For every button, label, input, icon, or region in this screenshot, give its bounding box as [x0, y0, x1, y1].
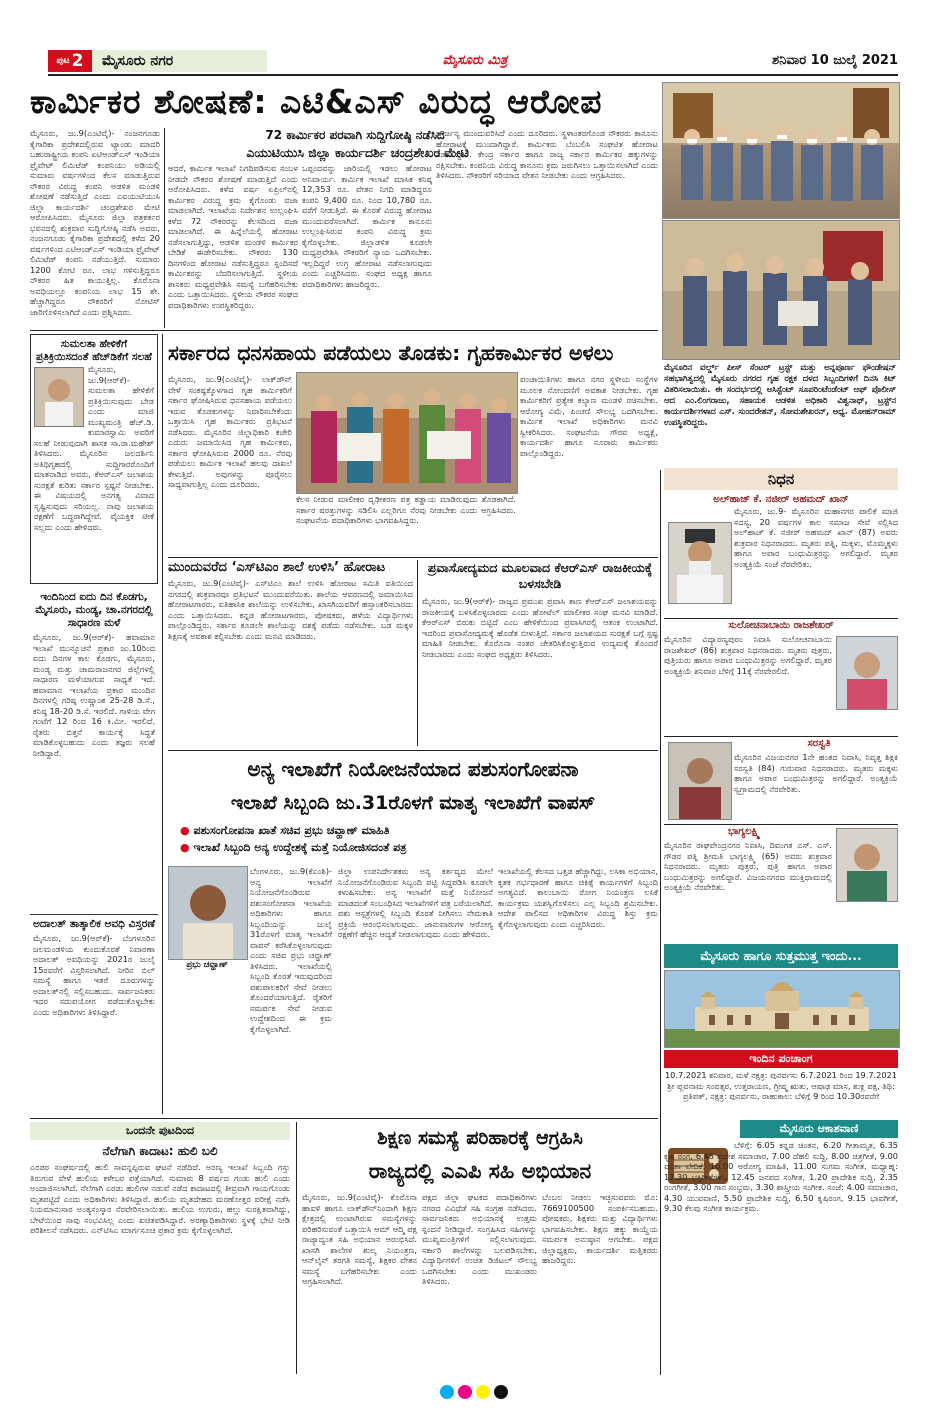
obituary-portrait-illustration — [837, 829, 897, 901]
section-rule — [664, 824, 898, 825]
obituary-body-1: ಮೈಸೂರು, ಜು.9- ಮೈಸೂರಿನ ಮಹಾನಗರ ಪಾಲಿಕೆ ಮಾಜಿ ಸದಸ್ಯ, 20 ವರ್ಷಗಳ ಕಾಲ ಸಮಾಜ ಸೇವೆ ಸಲ್ಲಿಸಿದ ಅಲ್‌ಹಾಜ್ ಕೆ. ನಜೀರ್ ಅಹಮದ್ ಖಾನ್ (87) ಅವರು ಶುಕ್ರವಾರ ನಿಧನರಾದರು. ಮೃತರು ಪತ್ನಿ, ಮಕ್ಕಳು, ಮೊಮ್ಮಕ್ಕಳು ಹಾಗೂ ಅಪಾರ ಬಂಧುಮಿತ್ರರನ್ನು ಅಗಲಿದ್ದಾರೆ. ಮೃತರ ಅಂತ್ಯಕ್ರಿಯೆ ಸಂಜೆ ನೆರವೇರಿತು. — [734, 506, 898, 569]
education-col-1: ಮೈಸೂರು, ಜು.9(ಎಂಟಿವೈ)- ಕೊರೊನಾ ಹಾವಳಿ ಹಾಗೂ ಲಾಕ್‌ಡೌನ್‌ನಿಂದಾಗಿ ಶಿಕ್ಷಣ ಕ್ಷೇತ್ರದಲ್ಲಿ ಉಂಟಾಗಿರುವ ಸಮಸ್ಯೆಗಳನ್ನು ಪರಿಹರಿಸುವಂತೆ ಒತ್ತಾಯಿಸಿ ಆಮ್ ಆದ್ಮಿ ಪಕ್ಷ ರಾಜ್ಯಾದ್ಯಂತ ಸಹಿ ಅಭಿಯಾನ ಆರಂಭಿಸಿದೆ. ಖಾಸಗಿ ಶಾಲೆಗಳ ಶುಲ್ಕ ನಿಯಂತ್ರಣ, ಆನ್‌ಲೈನ್ ತರಗತಿ ಸಮಸ್ಯೆ, ಶಿಕ್ಷಕರ ವೇತನ ಸಮಸ್ಯೆ ಬಗೆಹರಿಸಬೇಕು ಎಂದು ಆಗ್ರಹಿಸಲಾಗಿದೆ. — [302, 1192, 417, 1286]
registration-mark — [440, 1385, 454, 1399]
obituary-name-3: ಸರಸ್ವತಿ — [807, 738, 831, 749]
lead-subhead-2: ಎಯುಟಿಯುಸಿ ಜಿಲ್ಲಾ ಕಾರ್ಯದರ್ಶಿ ಚಂದ್ರಶೇಖರ ಮೇಟಿ — [246, 145, 469, 160]
vet-body-3: ಇಲಾಖೆಯಲ್ಲಿ ಕೆಲಸದ ಒತ್ತಡ ಹೆಚ್ಚಾಗಿದ್ದು, ಲಸಿಕಾ ಅಭಿಯಾನ, ಕೃತಕ ಗರ್ಭಧಾರಣೆ ಹಾಗೂ ಚಿಕಿತ್ಸೆ ಕಾರ್ಯಗಳಿಗೆ ಸಿಬ್ಬಂದಿ ಅಗತ್ಯವಿದೆ. ಕಾಲುಬಾಯಿ ರೋಗ ನಿಯಂತ್ರಣ ಲಸಿಕೆ ಕಾರ್ಯಕ್ರಮ ಯಶಸ್ವಿಗೊಳಿಸಲು ಎಲ್ಲ ಸಿಬ್ಬಂದಿ ಶ್ರಮಿಸಬೇಕು. ಆದೇಶ ಪಾಲಿಸದ ಅಧಿಕಾರಿಗಳ ವಿರುದ್ಧ ಶಿಸ್ತು ಕ್ರಮ ಕೈಗೊಳ್ಳಲಾಗುವುದು ಎಂದು ಎಚ್ಚರಿಸಿದರು. — [498, 866, 658, 929]
column-rule — [417, 560, 418, 746]
protest-photo — [296, 372, 518, 494]
section-rule — [664, 618, 898, 619]
column-rule — [164, 128, 165, 328]
continued-banner: ಒಂದನೇ ಪುಟದಿಂದ — [30, 1122, 290, 1140]
radio-title: ಮೈಸೂರು ಆಕಾಶವಾಣಿ — [740, 1120, 898, 1138]
photo-right-caption: ಮೈಸೂರಿನ ವರ್ಲ್ಡ್ ಪೀಸ್ ಸೆಂಟರ್ ಟ್ರಸ್ಟ್ ಮತ್ತು ಅನ್ನಪೂರ್ಣ ಫೌಂಡೇಷನ್ ಸಹಭಾಗಿತ್ವದಲ್ಲಿ ಮೈಸೂರು ನಗರದ ಗೃಹ ರಕ್ಷಕ ದಳದ ಸಿಬ್ಬಂದಿಗಳಿಗೆ ದಿನಸಿ ಕಿಟ್ ವಿತರಿಸಲಾಯಿತು. ಈ ಸಂದರ್ಭದಲ್ಲಿ ಅಸಿಸ್ಟೆಂಟ್ ಸೂಪರಿಂಟೆಂಡೆಂಟ್ ಆಫ್ ಪೊಲೀಸ್ ಆದ ಎಂ.ಲಿಂಗರಾಜು, ಸಹಾಯಕ ಆಡಳಿತ ಅಧಿಕಾರಿ ವಿಶ್ವನಾಥ್, ಟ್ರಸ್ಟ್‌ನ ಕಾರ್ಯದರ್ಶಿಗಳಾದ ಎಸ್. ಸುಂದರೇಶನ್, ಸೋಮಶೇಖರನ್, ಅಧ್ಯ. ಮೋಹನ್‌ರಾಮ್ ಉಪಸ್ಥಿತರಿದ್ದರು. — [664, 362, 896, 427]
column-rule — [296, 1122, 297, 1374]
lead-headline: ಕಾರ್ಮಿಕರ ಶೋಷಣೆ: ಎಟಿ&ಎಸ್ ವಿರುದ್ಧ ಆರೋಪ — [30, 82, 603, 121]
education-headline-2: ರಾಜ್ಯದಲ್ಲಿ ಎಎಪಿ ಸಹಿ ಅಭಿಯಾನ — [368, 1159, 592, 1183]
group-photo-illustration — [663, 83, 899, 218]
sumalatha-title: ಸುಮಲತಾ ಹೇಳಿಕೆಗೆ ಪ್ರತಿಕ್ರಿಯಿಸದಂತೆ ಹೆಚ್‌ಡಿಕೆಗೆ ಸಲಹೆ — [36, 338, 152, 363]
obituary-body-2: ಮೈಸೂರಿನ ವಿದ್ಯಾರಣ್ಯಪುರಂ ನಿವಾಸಿ ಸುಲೋಚನಾಬಾಯಿ ರಾಜಶೇಖರ್ (86) ಶುಕ್ರವಾರ ನಿಧನರಾದರು. ಮೃತರು ಪುತ್ರರು, ಪುತ್ರಿಯರು ಹಾಗೂ ಅಪಾರ ಬಂಧುಮಿತ್ರರನ್ನು ಅಗಲಿದ್ದಾರೆ. ಮೃತರ ಅಂತ್ಯಕ್ರಿಯೆ ಶನಿವಾರ ಬೆಳಿಗ್ಗೆ 11ಕ್ಕೆ ನೆರವೇರಲಿದೆ. — [664, 634, 832, 676]
tiger-body: ಎರಡರ ಸಂಘರ್ಷದಲ್ಲಿ ಹುಲಿ ಸಾವನ್ನಪ್ಪಿರುವ ಘಟನೆ ನಡೆದಿದೆ. ಅರಣ್ಯ ಇಲಾಖೆ ಸಿಬ್ಬಂದಿ ಗಸ್ತು ತಿರುಗುವ ವೇಳೆ ಹುಲಿಯ ಕಳೇಬರ ಪತ್ತೆಯಾಗಿದೆ. ಸುಮಾರು 8 ವರ್ಷದ ಗಂಡು ಹುಲಿ ಎಂದು ಅಂದಾಜಿಸಲಾಗಿದೆ. ನೆಲೆಗಾಗಿ ಎರಡು ಹುಲಿಗಳ ನಡುವೆ ನಡೆದ ಕಾದಾಟದಲ್ಲಿ ತೀವ್ರವಾಗಿ ಗಾಯಗೊಂಡು ಮೃತಪಟ್ಟಿದೆ ಎಂದು ಅಧಿಕಾರಿಗಳು ತಿಳಿಸಿದ್ದಾರೆ. ಹುಲಿಯ ಮೃತದೇಹದ ಮರಣೋತ್ತರ ಪರೀಕ್ಷೆ ನಡೆಸಿ ನಿಯಮಾನುಸಾರ ಅಂತ್ಯಸಂಸ್ಕಾರ ನೆರವೇರಿಸಲಾಯಿತು. ಹುಲಿಯ ಉಗುರು, ಹಲ್ಲು ಸುರಕ್ಷಿತವಾಗಿದ್ದು, ಬೇಟೆಯಿಂದ ಸಾವು ಸಂಭವಿಸಿಲ್ಲ ಎಂದು ಖಚಿತಪಡಿಸಿದ್ದಾರೆ. ಅರಣ್ಯಾಧಿಕಾರಿಗಳು ಸ್ಥಳಕ್ಕೆ ಭೇಟಿ ನೀಡಿ ಪರಿಶೀಲನೆ ನಡೆಸಿದರು. ಎನ್‌ಟಿಸಿಎ ಮಾರ್ಗಸೂಚಿ ಪ್ರಕಾರ ಕ್ರಮ ಕೈಗೊಳ್ಳಲಾಗಿದೆ. — [30, 1162, 290, 1235]
portrait-illustration — [35, 368, 83, 426]
obituary-portrait-illustration — [669, 523, 731, 603]
protest-photo-illustration — [297, 373, 517, 493]
obituary-name-4: ಭಾಗ್ಯಲಕ್ಷ್ಮಿ — [727, 826, 761, 837]
atm-headline: ಮುಂದುವರೆದ ‘ಎಸ್‌ಟಿಎಂ ಶಾಲೆ ಉಳಿಸಿ’ ಹೋರಾಟ — [168, 560, 386, 575]
lead-column-3: ಒಪ್ಪಂದವನ್ನು ಜಾರಿಯಲ್ಲಿ ಇಡಲು ಹೋರಾಟ ಅನಿವಾರ್ಯ. ಕಾರ್ಮಿಕ ಇಲಾಖೆ ಮಾಸಿಕ ಕನಿಷ್ಠ 12,353 ರೂ. ವೇತನ ನಿಗದಿ ಮಾಡಿದ್ದರೂ ಕಂಪನಿ 9,400 ರೂ. ನಿಂದ 10,780 ರೂ. ವರೆಗೆ ನೀಡುತ್ತಿದೆ. ಈ ಕೊರತೆ ವಿರುದ್ಧ ಹೋರಾಟ ಮುಂದುವರೆಸಲಾಗಿದೆ. ಕಾರ್ಮಿಕ ಕಾನೂನು ಉಲ್ಲಂಘಿಸಿರುವ ಕಂಪನಿ ವಿರುದ್ಧ ಕ್ರಮ ಕೈಗೊಳ್ಳಬೇಕು. ಜಿಲ್ಲಾಡಳಿತ ಕೂಡಲೇ ಮಧ್ಯಪ್ರವೇಶಿಸಿ ನೌಕರರಿಗೆ ನ್ಯಾಯ ಒದಗಿಸಬೇಕು. ಇಲ್ಲದಿದ್ದರೆ ಉಗ್ರ ಹೋರಾಟ ನಡೆಸಲಾಗುವುದು ಎಂದು ಎಚ್ಚರಿಸಿದರು. ಸಂಘದ ಅಧ್ಯಕ್ಷ ಹಾಗೂ ಪದಾಧಿಕಾರಿಗಳು ಹಾಜರಿದ್ದರು. — [302, 163, 432, 289]
vet-headline-2: ಇಲಾಖೆ ಸಿಬ್ಬಂದಿ ಜು.31ರೊಳಗೆ ಮಾತೃ ಇಲಾಖೆಗೆ ವಾಪಸ್ — [230, 792, 596, 814]
krs-headline: ಪ್ರವಾಸೋದ್ಯಮದ ಮೂಲವಾದ ಕೆಆರ್‌ಎಸ್ ರಾಜಕೀಯಕ್ಕೆ ಬಳಸಬೇಡಿ — [427, 560, 653, 591]
domestic-body-right: ಪಂಚಾಯಿತಿಗಳು ಹಾಗೂ ನಗರ ಸ್ಥಳೀಯ ಸಂಸ್ಥೆಗಳ ಮೂಲಕ ನೋಂದಣಿಗೆ ಅವಕಾಶ ನೀಡಬೇಕು. ಗೃಹ ಕಾರ್ಮಿಕರಿಗೆ ಪ್ರತ್ಯೇಕ ಕಲ್ಯಾಣ ಮಂಡಳಿ ರಚಿಸಬೇಕು. ಆರೋಗ್ಯ ವಿಮೆ, ಪಿಂಚಣಿ ಸೌಲಭ್ಯ ಒದಗಿಸಬೇಕು. ಕಾರ್ಮಿಕ ಇಲಾಖೆ ಅಧಿಕಾರಿಗಳು ಮನವಿ ಸ್ವೀಕರಿಸಿದರು. ಸಂಘಟನೆಯ ಗೌರವ ಅಧ್ಯಕ್ಷೆ, ಕಾರ್ಯದರ್ಶಿ ಹಾಗೂ ನೂರಾರು ಕಾರ್ಮಿಕರು ಪಾಲ್ಗೊಂಡಿದ್ದರು. — [520, 374, 658, 458]
obituary-photo-4 — [836, 828, 898, 902]
registration-mark — [494, 1385, 508, 1399]
distribution-photo-illustration — [663, 221, 899, 359]
lead-subhead-1: 72 ಕಾರ್ಮಿಕರ ಪರವಾಗಿ ಸುದ್ದಿಗೋಷ್ಠಿ ನಡೆಸಿದ — [265, 128, 445, 142]
page-number-box — [48, 50, 92, 72]
education-col-2: ಪಕ್ಷದ ಜಿಲ್ಲಾ ಘಟಕದ ಪದಾಧಿಕಾರಿಗಳು ನಗರದ ವಿವಿಧೆಡೆ ಸಹಿ ಸಂಗ್ರಹ ನಡೆಸಿದರು. ಸಾರ್ವಜನಿಕರು ಅಭಿಯಾನಕ್ಕೆ ಉತ್ತಮ ಸ್ಪಂದನೆ ನೀಡಿದ್ದಾರೆ. ಸಂಗ್ರಹಿಸಿದ ಸಹಿಗಳನ್ನು ಮುಖ್ಯಮಂತ್ರಿಗಳಿಗೆ ಸಲ್ಲಿಸಲಾಗುವುದು. ಸರ್ಕಾರಿ ಶಾಲೆಗಳನ್ನು ಬಲಪಡಿಸಬೇಕು, ವಿದ್ಯಾರ್ಥಿಗಳಿಗೆ ಉಚಿತ ಡಿಜಿಟಲ್ ಸೌಲಭ್ಯ ಒದಗಿಸಬೇಕು ಎಂದು ಮುಖಂಡರು ತಿಳಿಸಿದರು. — [422, 1192, 537, 1286]
panchanga-body: 10.7.2021 ಶನಿವಾರ, ಮಳೆ ನಕ್ಷತ್ರ: ಪುನರ್ವಸು 6.7.2021 ರಿಂದ 19.7.2021 ಶ್ರೀ ಪ್ಲವನಾಮ ಸಂವತ್ಸರ, ಉತ್ತರಾಯಣ, ಗ್ರೀಷ್ಮ ಋತು, ಆಷಾಢ ಮಾಸ, ಶುಕ್ಲ ಪಕ್ಷ, ತಿಥಿ: ಪ್ರತಿಪತ್, ನಕ್ಷತ್ರ: ಪುನರ್ವಸು, ರಾಹುಕಾಲ: ಬೆಳಿಗ್ಗೆ 9 ರಿಂದ 10.30ರವರೆಗೆ — [664, 1070, 898, 1101]
vet-body-1: ಬೆಂಗಳೂರು, ಜು.9(ಕೆಎಂಶಿ)- ಅನ್ಯ ಇಲಾಖೆಗೆ ನಿಯೋಜನೆಗೊಂಡಿರುವ ಪಶುಸಂಗೋಪನಾ ಇಲಾಖೆಯ ಅಧಿಕಾರಿಗಳು ಹಾಗೂ ಸಿಬ್ಬಂದಿಯನ್ನು ಜುಲೈ 31ರೊಳಗೆ ಮಾತೃ ಇಲಾಖೆಗೆ ವಾಪಸ್ ಕರೆಸಿಕೊಳ್ಳಲಾಗುವುದು ಎಂದು ಸಚಿವ ಪ್ರಭು ಚವ್ಹಾಣ್ ತಿಳಿಸಿದರು. ಇಲಾಖೆಯಲ್ಲಿ ಸಿಬ್ಬಂದಿ ಕೊರತೆ ಇರುವುದರಿಂದ ಪಶುಪಾಲಕರಿಗೆ ಸೇವೆ ನೀಡಲು ತೊಂದರೆಯಾಗುತ್ತಿದೆ. ರೈತರಿಗೆ ಸಮರ್ಪಕ ಸೇವೆ ನೀಡುವ ಉದ್ದೇಶದಿಂದ ಈ ಕ್ರಮ ಕೈಗೊಳ್ಳಲಾಗಿದೆ. — [250, 866, 332, 1034]
section-rule — [664, 736, 898, 737]
issue-date: ಶನಿವಾರ 10 ಜುಲೈ 2021 — [771, 53, 898, 68]
minister-photo-caption: ಪ್ರಭು ಚವ್ಹಾಣ್ — [186, 960, 228, 970]
obituary-portrait-illustration — [837, 637, 897, 709]
section-rule — [30, 330, 658, 331]
education-col-3: ಬೆಂಬಲ ನೀಡಲು ಇಚ್ಛಿಸುವವರು ಮೊ: 7669100500 ಸಂಪರ್ಕಿಸಬಹುದು. ಪೋಷಕರು, ಶಿಕ್ಷಕರು ಮತ್ತು ವಿದ್ಯಾರ್ಥಿಗಳು ಭಾಗವಹಿಸಬೇಕು. ಶಿಕ್ಷಣ ಹಕ್ಕು ಕಾಯ್ದೆಯ ಸಮರ್ಪಕ ಅನುಷ್ಠಾನ ಆಗಬೇಕು. ಪಕ್ಷದ ಜಿಲ್ಲಾಧ್ಯಕ್ಷರು, ಕಾರ್ಯದರ್ಶಿ ಮತ್ತಿತರರು ಹಾಜರಿದ್ದರು. — [542, 1192, 658, 1265]
lead-column-1: ಮೈಸೂರು, ಜು.9(ಎಂಟಿವೈ)- ನಂಜನಗೂಡು ಕೈಗಾರಿಕಾ ಪ್ರದೇಶದಲ್ಲಿರುವ ಟ್ಯಾಂಡು ಮಾದರಿ ಬಹುರಾಷ್ಟ್ರೀಯ ಕಂಪನಿ ಏಟಿಆಂಡ್‌ಎಸ್ ಇಂಡಿಯಾ ಪ್ರೈವೇಟ್ ಲಿಮಿಟೆಡ್ ಕಂಪನಿಯು ಅಡಿಯಲ್ಲಿ ಸುಮಾರು ವರ್ಷಗಳಿಂದ ಕೆಲಸ ಮಾಡುತ್ತಿರುವ ನೌಕರರ ವಿರುದ್ಧ ಕಂಪನಿ ಆಡಳಿತ ಮಂಡಳಿ ಶೋಷಣೆ ನಡೆಸುತ್ತಿದೆ ಎಂದು ಎಐಯುಟಿಯುಸಿ ಜಿಲ್ಲಾ ಕಾರ್ಯದರ್ಶಿ ಚಂದ್ರಶೇಖರ ಮೇಟಿ ಆರೋಪಿಸಿದರು. ಮೈಸೂರು ಜಿಲ್ಲಾ ಪತ್ರಕರ್ತರ ಭವನದಲ್ಲಿ ಶುಕ್ರವಾರ ಸುದ್ದಿಗೋಷ್ಠಿ ನಡೆಸಿ ಅವರು, ನಂಜನಗೂಡು ಕೈಗಾರಿಕಾ ಪ್ರದೇಶದಲ್ಲಿ ಕಳೆದ 20 ವರ್ಷಗಳಿಂದ ಎಟಿಆಂಡ್‌ಎಸ್ ಇಂಡಿಯಾ ಪ್ರೈವೇಟ್ ಲಿಮಿಟೆಡ್ ಕಂಪನಿ ನಡೆಯುತ್ತಿದೆ. ಸುಮಾರು 1200 ಕೋಟಿ ರೂ. ಲಾಭ ಗಳಿಸುತ್ತಿದ್ದರೂ ನೌಕರರ ಹಿತ ಕಾಯುತ್ತಿಲ್ಲ. ಕೊರೊನಾ ಅವಧಿಯಲ್ಲೂ ಕಂಪನಿಯ ಲಾಭ 15 ಶೇ. ಹೆಚ್ಚಾಗಿದ್ದರೂ ನೌಕರರಿಗೆ ನೋಟಿಸ್ ಜಾರಿಗೊಳಿಸಲಾಗಿದೆ ಎಂದು ಪ್ರಶ್ನಿಸಿದರು. — [30, 128, 160, 317]
radio-body: ಬೆಳಿಗ್ಗೆ: 6.05 ಕನ್ನಡ ಚಿಂತನ, 6.20 ಗೀತಾಮೃತ, 6.35 ಕೃಷಿ ರಂಗ, 6.45 ಪ್ರದೇಶ ಸಮಾಚಾರ, 7.00 ದೆಹಲಿ ಸುದ್ದಿ, 8.00 ಚಿತ್ರಗೀತೆ, 9.00 ವನಿತಾ ವೇದಿಕೆ, 10.00 ಆರೋಗ್ಯ ಮಾಹಿತಿ, 11.00 ಸುಗಮ ಸಂಗೀತ. ಮಧ್ಯಾಹ್ನ: 12.30 ಭಕ್ತಿಗೀತೆಗಳು, 12.45 ಜನಪದ ಸಂಗೀತ, 1.20 ಪ್ರಾದೇಶಿಕ ಸುದ್ದಿ, 2.35 ರಂಗಗೀತೆ, 3.00 ಗಾನ ಸಂಭ್ರಮ, 3.30 ಶಾಸ್ತ್ರೀಯ ಸಂಗೀತ. ಸಂಜೆ: 4.00 ಸಮಾಚಾರ, 4.30 ಯುವವಾಣಿ, 5.50 ಪ್ರಾದೇಶಿಕ ಸುದ್ದಿ, 6.50 ಕೃಷಿರಂಗ, 9.15 ಭಾವಗೀತೆ, 9.30 ಕೆಲವು ಸಂಗೀತ ಕಾರ್ಯಕ್ರಮ. — [664, 1140, 898, 1213]
section-rule — [168, 557, 658, 558]
obituary-body-4: ಮೈಸೂರಿನ ರಾಘವೇಂದ್ರನಗರ ನಿವಾಸಿ, ದಿವಂಗತ ಎಸ್. ಎಸ್. ಗೌಡರ ಪತ್ನಿ ಶ್ರೀಮತಿ ಭಾಗ್ಯಲಕ್ಷ್ಮಿ (65) ಅವರು ಶುಕ್ರವಾರ ನಿಧನರಾದರು. ಮೃತರು ಪುತ್ರರು, ಪುತ್ರಿ ಹಾಗೂ ಅಪಾರ ಬಂಧುಮಿತ್ರರನ್ನು ಅಗಲಿದ್ದಾರೆ. ವಿಜಯನಗರದ ಮುಕ್ತಿಧಾಮದಲ್ಲಿ ಅಂತ್ಯಕ್ರಿಯೆ ನೆರವೇರಿತು. — [664, 840, 832, 892]
obituary-photo-2 — [836, 636, 898, 710]
atm-body: ಮೈಸೂರು, ಜು.9(ಎಂಟಿವೈ)- ಎಸ್‌ಟಿಎಂ ಶಾಲೆ ಉಳಿಸಿ ಹೋರಾಟ ಸಮಿತಿ ವತಿಯಿಂದ ನಗರದಲ್ಲಿ ಶುಕ್ರವಾರವೂ ಪ್ರತಿಭಟನೆ ಮುಂದುವರೆಯಿತು. ಶಾಲೆಯ ಆವರಣದಲ್ಲಿ ಜಮಾಯಿಸಿದ ಹೋರಾಟಗಾರರು, ಐತಿಹಾಸಿಕ ಶಾಲೆಯನ್ನು ಉಳಿಸಬೇಕು, ಖಾಸಗಿಯವರಿಗೆ ಹಸ್ತಾಂತರಿಸಬಾರದು ಎಂದು ಒತ್ತಾಯಿಸಿದರು. ಕನ್ನಡ ಹೋರಾಟಗಾರರು, ಪೋಷಕರು, ಹಳೆಯ ವಿದ್ಯಾರ್ಥಿಗಳು ಪಾಲ್ಗೊಂಡಿದ್ದರು. ಸರ್ಕಾರ ಕೂಡಲೇ ಶಾಲೆಯನ್ನು ವಶಕ್ಕೆ ಪಡೆದು ನಡೆಸಬೇಕು. ಬಡ ಮಕ್ಕಳ ಶಿಕ್ಷಣಕ್ಕೆ ಅವಕಾಶ ಕಲ್ಪಿಸಬೇಕು ಎಂದು ಮನವಿ ಮಾಡಿದರು. — [168, 578, 413, 641]
adalat-body: ಮೈಸೂರು, ಜು.9(ಆರ್‌ಕೆ)- ಬೆಂಗಳೂರಿನ ಜಲಮಂಡಳಿಯ ಕುಂದುಕೊರತೆ ನಿವಾರಣಾ ಅದಾಲತ್ ಅವಧಿಯನ್ನು 2021ರ ಜುಲೈ 15ರವರೆಗೆ ವಿಸ್ತರಿಸಲಾಗಿದೆ. ನೀರಿನ ಬಿಲ್ ಸಮಸ್ಯೆ ಹಾಗೂ ಇತರೆ ದೂರುಗಳನ್ನು ಅದಾಲತ್‌ನಲ್ಲಿ ಸಲ್ಲಿಸಬಹುದು. ಸಾರ್ವಜನಿಕರು ಇದರ ಸದುಪಯೋಗ ಪಡೆದುಕೊಳ್ಳಬೇಕು ಎಂದು ಅಧಿಕಾರಿಗಳು ತಿಳಿಸಿದ್ದಾರೆ. — [33, 933, 155, 1017]
domestic-body-mid: ಕೆಲಸ ನೀಡುವ ಮಾಲೀಕರ ದೃಢೀಕರಣ ಪತ್ರ ಕಡ್ಡಾಯ ಮಾಡಿರುವುದು ತೊಡಕಾಗಿದೆ. ಸರ್ಕಾರ ಷರತ್ತುಗಳನ್ನು ಸಡಿಲಿಸಿ ಎಲ್ಲರಿಗೂ ನೆರವು ನೀಡಬೇಕು ಎಂದು ಆಗ್ರಹಿಸಿದರು. ಸಂಘಟನೆಯ ಪದಾಧಿಕಾರಿಗಳು ಭಾಗವಹಿಸಿದ್ದರು. — [296, 494, 516, 525]
vet-bullet-2: ಇಲಾಖೆ ಸಿಬ್ಬಂದಿ ಅನ್ಯ ಉದ್ದೇಶಕ್ಕೆ ಮತ್ತೆ ನಿಯೋಜಿಸದಂತೆ ಪತ್ರ — [193, 841, 407, 854]
obituary-portrait-illustration — [669, 743, 731, 819]
krs-body: ಮೈಸೂರು, ಜು.9(ಆರ್‌ಕೆ)- ರಾಜ್ಯದ ಪ್ರಮುಖ ಪ್ರವಾಸಿ ತಾಣ ಕೆಆರ್‌ಎಸ್ ಜಲಾಶಯವನ್ನು ರಾಜಕೀಯಕ್ಕೆ ಬಳಸಿಕೊಳ್ಳಬಾರದು ಎಂದು ಹೋಟೆಲ್ ಮಾಲೀಕರ ಸಂಘ ಮನವಿ ಮಾಡಿದೆ. ಕೆಆರ್‌ಎಸ್ ಬಿರುಕು ಬಿಟ್ಟಿದೆ ಎಂಬ ಹೇಳಿಕೆಯಿಂದ ಪ್ರವಾಸಿಗರಲ್ಲಿ ಆತಂಕ ಉಂಟಾಗಿದೆ. ಇದರಿಂದ ಪ್ರವಾಸೋದ್ಯಮಕ್ಕೆ ಹೊಡೆತ ಬೀಳುತ್ತಿದೆ. ಸರ್ಕಾರ ಜಲಾಶಯದ ಸುರಕ್ಷತೆ ಬಗ್ಗೆ ಸ್ಪಷ್ಟ ಮಾಹಿತಿ ನೀಡಬೇಕು. ಕೊರೊನಾ ನಂತರ ಚೇತರಿಸಿಕೊಳ್ಳುತ್ತಿರುವ ಉದ್ಯಮಕ್ಕೆ ತೊಂದರೆ ನೀಡಬಾರದು ಎಂದು ಸಂಘದ ಅಧ್ಯಕ್ಷರು ತಿಳಿಸಿದರು. — [422, 596, 658, 659]
column-rule — [162, 334, 163, 1114]
page-number: 2 — [71, 51, 84, 71]
sumalatha-box — [30, 334, 158, 584]
section-rule — [30, 1118, 658, 1119]
rain-box — [30, 588, 158, 913]
vet-bullet-1: ಪಶುಸಂಗೋಪನಾ ಖಾತೆ ಸಚಿವ ಪ್ರಭು ಚವ್ಹಾಣ್ ಮಾಹಿತಿ — [193, 824, 390, 837]
vet-headline-1: ಅನ್ಯ ಇಲಾಖೆಗೆ ನಿಯೋಜನೆಯಾದ ಪಶುಸಂಗೋಪನಾ — [247, 757, 579, 781]
obituary-photo-1 — [668, 522, 732, 604]
lead-column-4: ದೌರ್ಜನ್ಯ ಮುಂದುವರಿಸಿದೆ ಎಂದು ದೂರಿದರು. ಸ್ಥಳಾಂತರಗೊಂಡ ನೌಕರರು ಕಾನೂನು ಹೋರಾಟಕ್ಕೆ ಮುಂದಾಗಿದ್ದಾರೆ. ಕಾರ್ಮಿಕರು ಬೆಂಬಲಿಸಿ ಸಂಘಟಿತ ಹೋರಾಟ ನಡೆಸಲಿದ್ದಾರೆ. ಕೇಂದ್ರ ಸರ್ಕಾರ ಹಾಗೂ ರಾಜ್ಯ ಸರ್ಕಾರ ಕಾರ್ಮಿಕರ ಹಕ್ಕುಗಳನ್ನು ರಕ್ಷಿಸಬೇಕು. ಕಂಪನಿಯ ವಿರುದ್ಧ ಕಾನೂನು ಕ್ರಮ ಜರುಗಿಸಲು ಒತ್ತಾಯಿಸಲಾಗಿದೆ ಎಂದು ತಿಳಿಸಿದರು. ನೌಕರರಿಗೆ ಸರಿಯಾದ ವೇತನ ನೀಡಬೇಕು ಎಂದು ಆಗ್ರಹಿಸಿದರು. — [436, 128, 658, 180]
vet-bullets — [180, 824, 650, 855]
rain-body: ಮೈಸೂರು, ಜು.9(ಆರ್‌ಕೆ)- ಹವಾಮಾನ ಇಲಾಖೆ ಮುನ್ಸೂಚನೆ ಪ್ರಕಾರ ಜು.10ರಿಂದ ಐದು ದಿನಗಳ ಕಾಲ ಕೊಡಗು, ಮೈಸೂರು, ಮಂಡ್ಯ ಮತ್ತು ಚಾಮರಾಜನಗರ ಜಿಲ್ಲೆಗಳಲ್ಲಿ ಸಾಧಾರಣ ಮಳೆಯಾಗುವ ಸಾಧ್ಯತೆ ಇದೆ. ಹವಾಮಾನ ಇಲಾಖೆಯ ಪ್ರಕಾರ ಮುಂದಿನ ದಿನಗಳಲ್ಲಿ ಗರಿಷ್ಠ ಉಷ್ಣಾಂಶ 25-28 ಡಿ.ಸೆ., ಕನಿಷ್ಠ 18-20 ಡಿ.ಸೆ. ಇರಲಿದೆ. ಗಾಳಿಯ ವೇಗ ಗಂಟೆಗೆ 12 ರಿಂದ 16 ಕಿ.ಮೀ. ಇರಲಿದೆ. ರೈತರು ಬಿತ್ತನೆ ಕಾರ್ಯಕ್ಕೆ ಸಿದ್ಧತೆ ಮಾಡಿಕೊಳ್ಳಬಹುದು ಎಂದು ತಜ್ಞರು ಸಲಹೆ ನೀಡಿದ್ದಾರೆ. — [33, 632, 155, 758]
palace-photo — [664, 970, 900, 1048]
registration-mark — [476, 1385, 490, 1399]
page-label: ಪುಟ — [56, 56, 70, 66]
tiger-title: ನೆಲೆಗಾಗಿ ಕಾದಾಟ: ಹುಲಿ ಬಲಿ — [102, 1144, 218, 1158]
section-name: ಮೈಸೂರು ನಗರ — [92, 50, 267, 72]
obituary-name-2: ಸುಲೋಚನಾಬಾಯಿ ರಾಜಶೇಖರ್ — [728, 620, 834, 631]
lead-photo-distribution — [662, 220, 900, 360]
today-banner: ಮೈಸೂರು ಹಾಗೂ ಸುತ್ತಮುತ್ತ ಇಂದು... — [664, 944, 898, 968]
obituary-title: ನಿಧನ — [664, 468, 898, 490]
domestic-headline: ಸರ್ಕಾರದ ಧನಸಹಾಯ ಪಡೆಯಲು ತೊಡಕು: ಗೃಹಕಾರ್ಮಿಕರ ಅಳಲು — [168, 341, 614, 365]
domestic-body-left: ಮೈಸೂರು, ಜು.9(ಎಂಟಿವೈ)- ಲಾಕ್‌ಡೌನ್ ವೇಳೆ ಸಂಕಷ್ಟಕ್ಕೊಳಗಾದ ಗೃಹ ಕಾರ್ಮಿಕರಿಗೆ ಸರ್ಕಾರ ಘೋಷಿಸಿರುವ ಧನಸಹಾಯ ಪಡೆಯಲು ಇರುವ ತೊಡಕುಗಳನ್ನು ನಿವಾರಿಸಬೇಕೆಂದು ಒತ್ತಾಯಿಸಿ ಗೃಹ ಕಾರ್ಮಿಕರು ಪ್ರತಿಭಟನೆ ನಡೆಸಿದರು. ಮೈಸೂರಿನ ಜಿಲ್ಲಾಧಿಕಾರಿ ಕಚೇರಿ ಎದುರು ಜಮಾಯಿಸಿದ ಗೃಹ ಕಾರ್ಮಿಕರು, ಸರ್ಕಾರ ಘೋಷಿಸಿರುವ 2000 ರೂ. ನೆರವು ಪಡೆಯಲು ಕಾರ್ಮಿಕ ಇಲಾಖೆ ಹಲವು ದಾಖಲೆ ಕೇಳುತ್ತಿದೆ. ಅವುಗಳನ್ನು ಪೂರೈಸಲು ಸಾಧ್ಯವಾಗುತ್ತಿಲ್ಲ ಎಂದು ದೂರಿದರು. — [168, 374, 292, 489]
adalat-box — [30, 914, 158, 1114]
sumalatha-body: ಮೈಸೂರು, ಜು.9(ಆರ್‌ಕೆ)- ಸುಮಲತಾ ಹೇಳಿಕೆಗೆ ಪ್ರತಿಕ್ರಿಯಿಸುವುದು ಬೇಡ ಎಂದು ಮಾಜಿ ಮುಖ್ಯಮಂತ್ರಿ ಹೆಚ್.ಡಿ. ಕುಮಾರಸ್ವಾಮಿ ಅವರಿಗೆ ಸಲಹೆ ನೀಡುವುದಾಗಿ ಶಾಸಕ ಸಾ.ರಾ.ಮಹೇಶ್ ತಿಳಿಸಿದರು. ಮೈಸೂರಿನ ಜಲದರ್ಶಿನಿ ಅತಿಥಿಗೃಹದಲ್ಲಿ ಸುದ್ದಿಗಾರರೊಂದಿಗೆ ಮಾತನಾಡಿದ ಅವರು, ಕೆಆರ್‌ಎಸ್ ಜಲಾಶಯ ಸುರಕ್ಷತೆ ಕುರಿತು ಸರ್ಕಾರ ಸ್ಪಷ್ಟನೆ ನೀಡಬೇಕು. ಈ ವಿಷಯದಲ್ಲಿ ಅನಗತ್ಯ ವಿವಾದ ಸೃಷ್ಟಿಸುವುದು ಸರಿಯಲ್ಲ. ನಾವು ಜಲಾಶಯ ರಕ್ಷಣೆಗೆ ಬದ್ಧರಾಗಿದ್ದೇವೆ. ವೈಯಕ್ತಿಕ ಟೀಕೆ ಸಲ್ಲದು ಎಂದು ಹೇಳಿದರು. — [34, 364, 154, 532]
header-rule — [48, 74, 898, 76]
obituary-photo-3 — [668, 742, 732, 820]
lead-column-2: ಆದರೆ, ಕಾರ್ಮಿಕ ಇಲಾಖೆ ನಿಗದಿಪಡಿಸುವ ಸಂಬಳ ನೀಡದೇ ನೌಕರರ ಶೋಷಣೆ ಮಾಡುತ್ತಿದೆ ಎಂದು ಆರೋಪಿಸಿದರು. ಕಳೆದ ವರ್ಷ ಏಪ್ರಿಲ್‌ನಲ್ಲಿ ಕಾರ್ಮಿಕರ ವಿರುದ್ಧ ಕ್ರಮ ಕೈಗೊಂಡು ವಜಾ ಮಾಡಲಾಗಿದೆ. ಇಲಾಖೆಯ ನಿರ್ದೇಶನ ಉಲ್ಲಂಘಿಸಿ ಕಳೆದ 72 ನೌಕರರನ್ನು ಕೆಲಸದಿಂದ ವಜಾ ಮಾಡಲಾಗಿದೆ. ಈ ಹಿನ್ನೆಲೆಯಲ್ಲಿ ಹೋರಾಟ ನಡೆಸಲಾಗುತ್ತಿದ್ದು, ಆಡಳಿತ ಮಂಡಳಿ ಕಾರ್ಮಿಕರ ಬೇಡಿಕೆ ಈಡೇರಿಸಬೇಕು. ನೌಕರರು 130 ದಿನಗಳಿಂದ ಹೋರಾಟ ನಡೆಸುತ್ತಿದ್ದರೂ ಸ್ಪಂದಿಸದೆ ಕಾರ್ಮಿಕರನ್ನು ಬೆದರಿಸಲಾಗುತ್ತಿದೆ. ಸ್ಥಳೀಯ ಶಾಸಕರು ಮಧ್ಯಪ್ರವೇಶಿಸಿ ಸಮಸ್ಯೆ ಬಗೆಹರಿಸಬೇಕು ಎಂದು ಒತ್ತಾಯಿಸಿದರು. ಸ್ಥಳೀಯ ನೌಕರರ ಸಂಘದ ಪದಾಧಿಕಾರಿಗಳು ಉಪಸ್ಥಿತರಿದ್ದರು. — [168, 163, 298, 310]
vet-body-2: ಜಿಲ್ಲಾ ಉಪನಿರ್ದೇಶಕರು ಅನ್ಯ ಕರ್ತವ್ಯದ ಮೇಲೆ ನಿಯೋಜನೆಗೊಂಡಿರುವ ಸಿಬ್ಬಂದಿ ಪಟ್ಟಿ ಸಿದ್ಧಪಡಿಸಿ ಕೂಡಲೇ ಕಳುಹಿಸಬೇಕು. ಅನ್ಯ ಇಲಾಖೆಗೆ ಮತ್ತೆ ನಿಯೋಜನೆ ಮಾಡದಂತೆ ಸಂಬಂಧಿಸಿದ ಇಲಾಖೆಗಳಿಗೆ ಪತ್ರ ಬರೆಯಲಾಗಿದೆ. ಪಶು ಆಸ್ಪತ್ರೆಗಳಲ್ಲಿ ಸಿಬ್ಬಂದಿ ಕೊರತೆ ನೀಗಿಸಲು ನೇಮಕಾತಿ ಪ್ರಕ್ರಿಯೆ ಆರಂಭಿಸಲಾಗುವುದು. ಜಾನುವಾರುಗಳ ಆರೋಗ್ಯ ರಕ್ಷಣೆಗೆ ಹೆಚ್ಚಿನ ಆದ್ಯತೆ ನೀಡಲಾಗುವುದು ಎಂದು ಹೇಳಿದರು. — [338, 866, 493, 939]
registration-mark — [458, 1385, 472, 1399]
palace-illustration — [665, 971, 899, 1047]
minister-portrait-illustration — [169, 867, 247, 959]
lead-photo-group — [662, 82, 900, 219]
minister-photo — [168, 866, 248, 960]
column-rule — [660, 470, 661, 1375]
education-headline-1: ಶಿಕ್ಷಣ ಸಮಸ್ಯೆ ಪರಿಹಾರಕ್ಕೆ ಆಗ್ರಹಿಸಿ — [377, 1127, 583, 1149]
obituary-body-3: ಮೈಸೂರಿನ ವಿಜಯನಗರ 1ನೇ ಹಂತದ ನಿವಾಸಿ, ನಿವೃತ್ತ ಶಿಕ್ಷಕಿ ಸರಸ್ವತಿ (84) ಗುರುವಾರ ನಿಧನರಾದರು. ಮೃತರು ಮಕ್ಕಳು ಹಾಗೂ ಅಪಾರ ಬಂಧುಮಿತ್ರರನ್ನು ಅಗಲಿದ್ದಾರೆ. ಅಂತ್ಯಕ್ರಿಯೆ ಸ್ವಗ್ರಾಮದಲ್ಲಿ ನೆರವೇರಿತು. — [734, 752, 898, 794]
section-rule — [168, 750, 658, 751]
adalat-title: ಅದಾಲತ್ ತಾತ್ಕಾಲಿಕ ಅವಧಿ ವಿಸ್ತರಣೆ — [33, 918, 155, 930]
panchanga-title: ಇಂದಿನ ಪಂಚಾಂಗ — [664, 1050, 898, 1068]
bullet-icon: ● — [180, 824, 190, 837]
portrait-photo — [34, 367, 84, 427]
rain-title: ಇಂದಿನಿಂದ ಐದು ದಿನ ಕೊಡಗು, ಮೈಸೂರು, ಮಂಡ್ಯ, ಚಾ.ನಗರದಲ್ಲಿ ಸಾಧಾರಣ ಮಳೆ — [35, 591, 153, 629]
bullet-icon: ● — [180, 841, 190, 854]
masthead-brand: ಮೈಸೂರು ಮಿತ್ರ — [442, 53, 508, 68]
obituary-name-1: ಅಲ್‌ಹಾಜ್ ಕೆ. ನಜೀರ್ ಅಹಮದ್ ಖಾನ್ — [713, 494, 849, 505]
